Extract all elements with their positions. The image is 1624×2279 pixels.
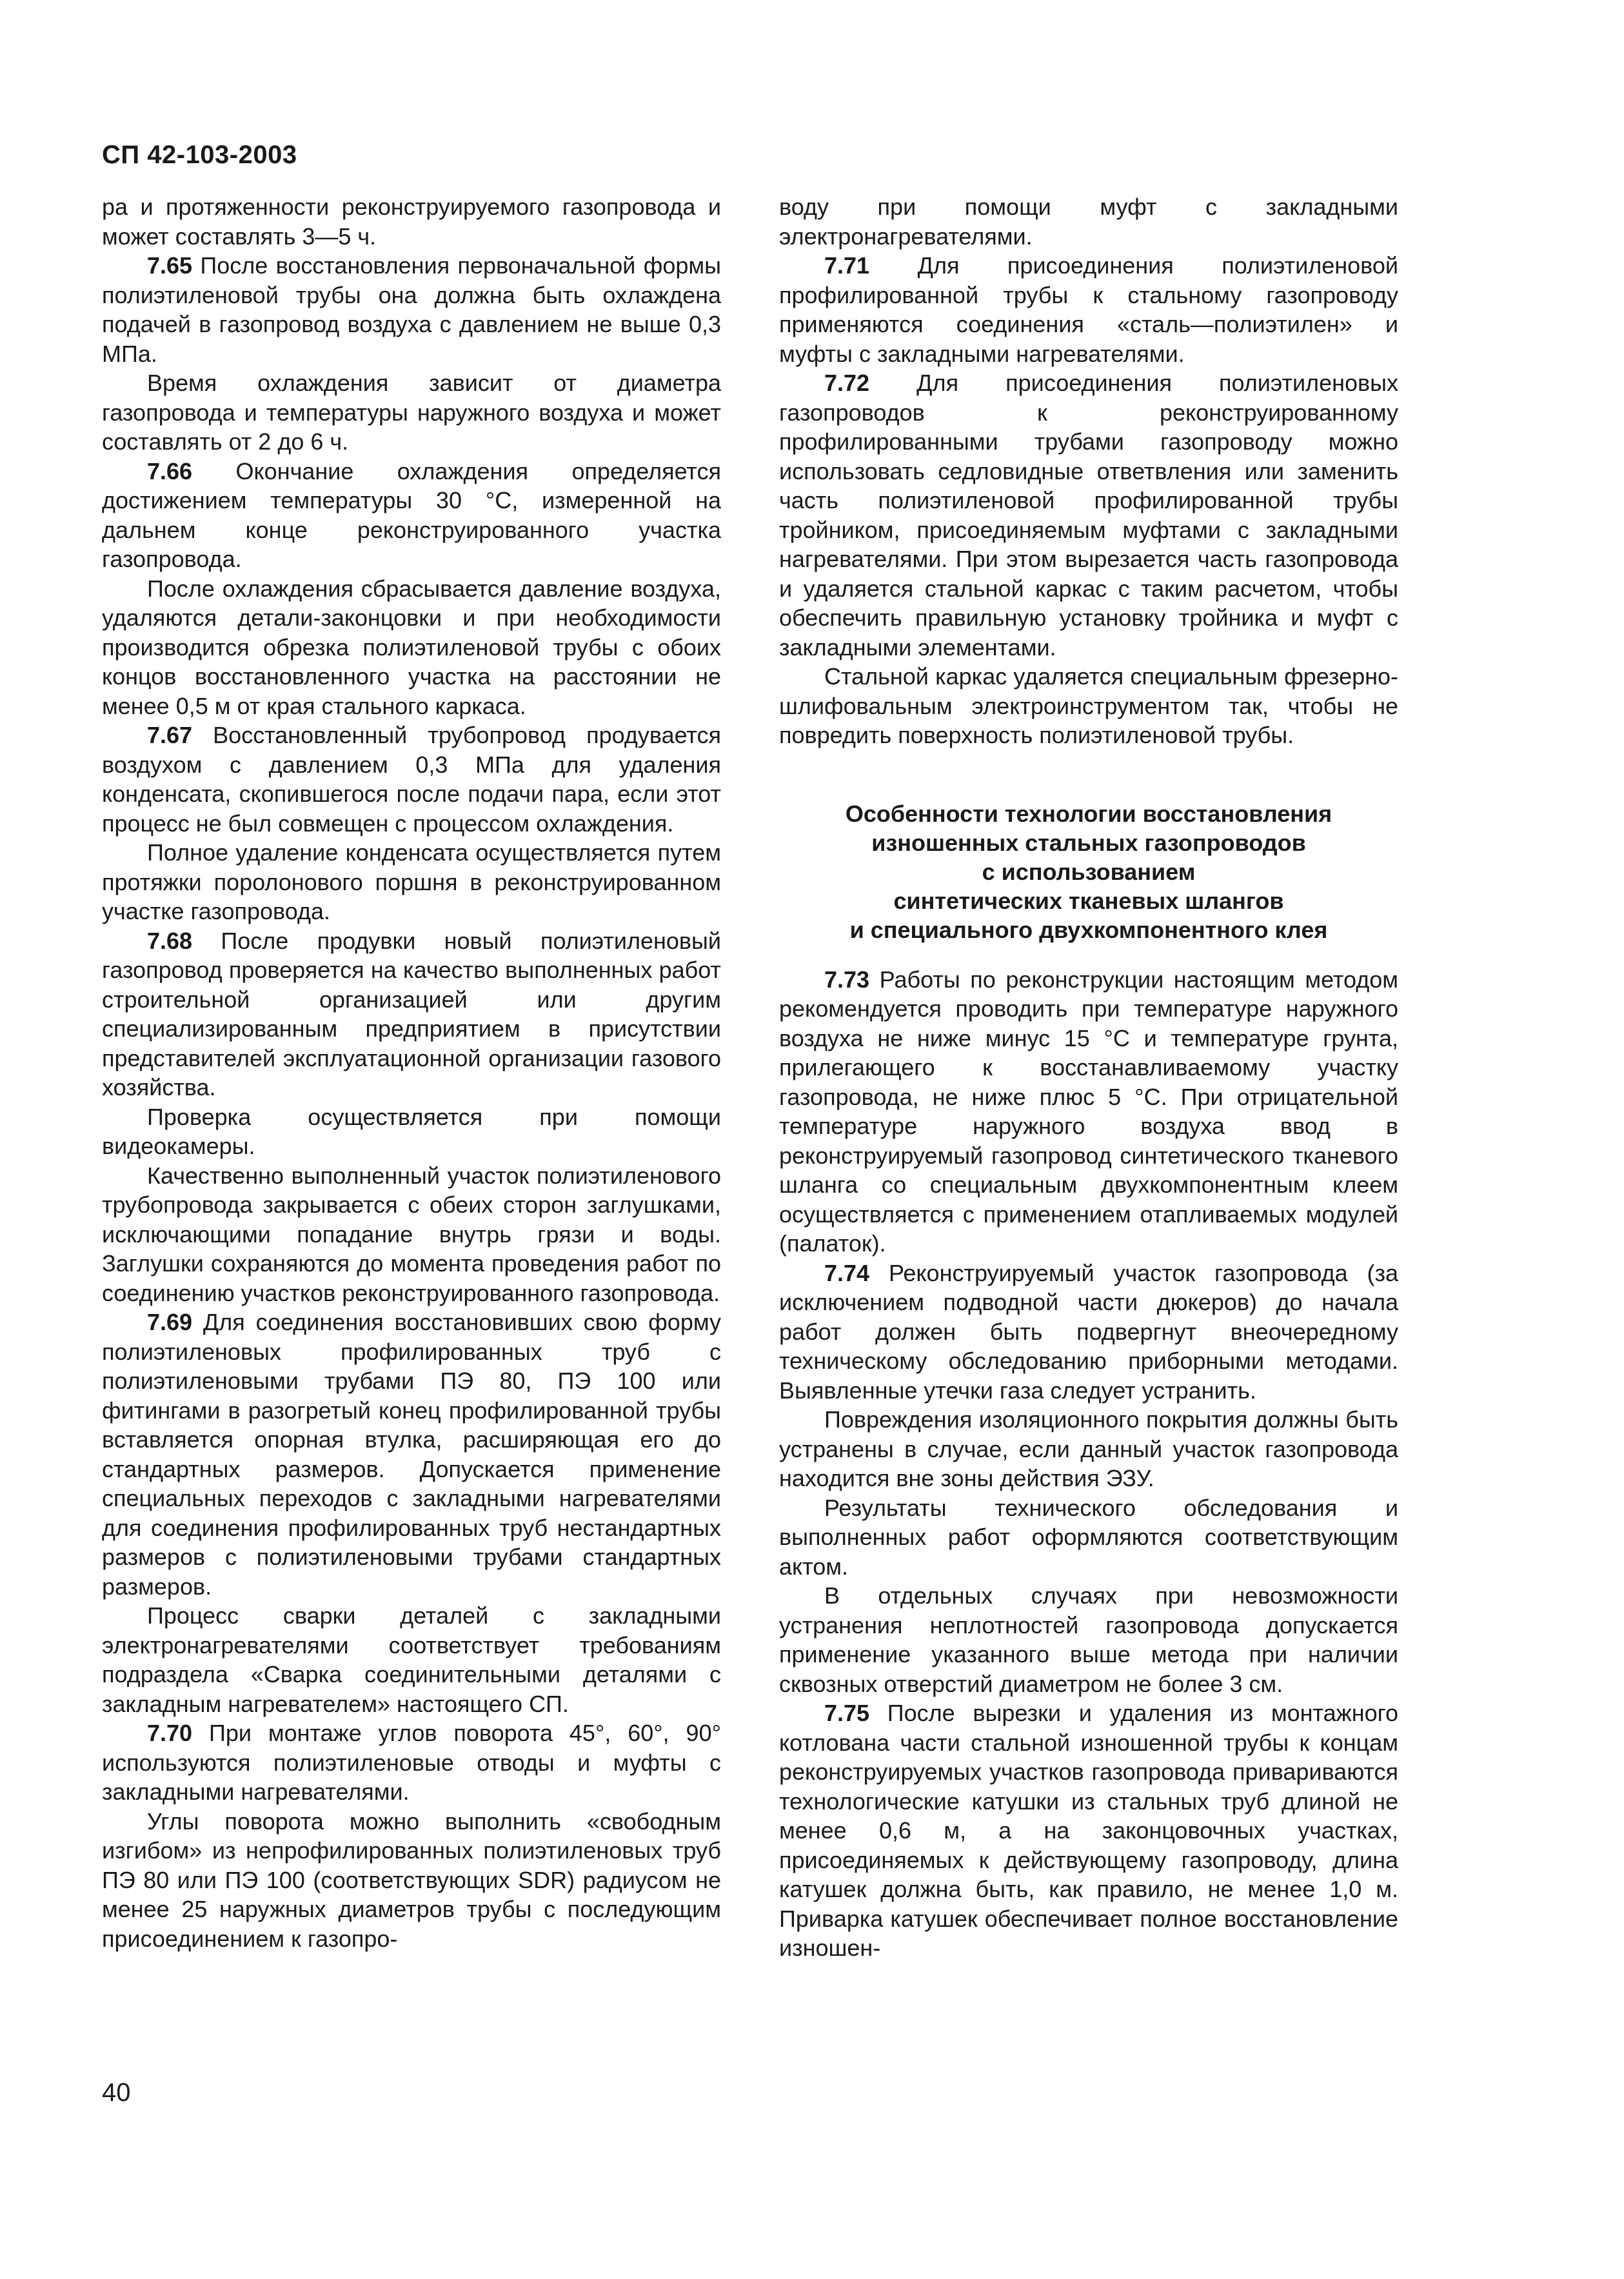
paragraph-text: Стальной каркас удаляется специальным фрезерно-шлифовальным электроинструментом так, чтобы не повредить поверхность полиэтиленовой трубы.: [779, 663, 1398, 748]
paragraph-text: Время охлаждения зависит от диаметра газопровода и температуры наружного воздуха и может составлять от 2 до 6 ч.: [102, 370, 721, 455]
paragraph: [779, 662, 1398, 750]
page-number: 40: [102, 2078, 131, 2107]
paragraph-text: Восстановленный трубопровод продувается воздухом с давлением 0,3 МПа для удаления конденсата, скопившегося после подачи пара, если этот процесс не был совмещен с процессом охлаждения.: [102, 722, 721, 837]
paragraph-text: Углы поворота можно выполнить «свободным изгибом» из непрофилированных полиэтиленовых труб ПЭ 80 или ПЭ 100 (соответствующих SDR) радиусом не менее 25 наружных диаметров трубы с последующим присоединением к газопро-: [102, 1807, 721, 1952]
paragraph: [102, 251, 721, 368]
paragraph: [779, 1405, 1398, 1493]
left-column: [102, 192, 721, 1953]
paragraph-text: После охлаждения сбрасывается давление воздуха, удаляются детали-законцовки и при необходимости производится обрезка полиэтиленовой трубы с обоих концов восстановленного участка на расстоянии не менее 0,5 м от края стального каркаса.: [102, 575, 721, 719]
clause-number: 7.74: [824, 1259, 870, 1286]
paragraph: [102, 838, 721, 926]
paragraph-text: ра и протяженности реконструируемого газопровода и может составлять 3—5 ч.: [102, 194, 721, 250]
paragraph: [102, 1308, 721, 1601]
paragraph-text: Полное удаление конденсата осуществляется путем протяжки поролонового поршня в реконструированном участке газопровода.: [102, 839, 721, 924]
paragraph-text: После восстановления первоначальной формы полиэтиленовой трубы она должна быть охлаждена подачей в газопровод воздуха с давлением не выше 0,3 МПа.: [102, 252, 721, 367]
paragraph: [779, 251, 1398, 368]
section-heading-line: и специального двухкомпонентного клея: [849, 916, 1328, 943]
paragraph-text: В отдельных случаях при невозможности устранения неплотностей газопровода допускается применение указанного выше метода при наличии сквозных отверстий диаметром не более 3 см.: [779, 1582, 1398, 1697]
paragraph: [779, 1581, 1398, 1698]
paragraph-text: После вырезки и удаления из монтажного котлована части стальной изношенной трубы к концам реконструируемых участков газопровода привариваются технологические катушки из стальных труб длиной не менее 0,6 м, а на законцовочных участках, присоединяемых к действующему газопроводу, длина катушек должна быть, как правило, не менее 1,0 м. Приварка катушек обеспечивает полное восстановление изношен-: [779, 1700, 1398, 1961]
section-heading: [779, 799, 1398, 944]
document-code-header: СП 42-103-2003: [102, 141, 297, 169]
paragraph: [779, 1698, 1398, 1963]
clause-number: 7.69: [147, 1309, 193, 1335]
paragraph: [102, 368, 721, 457]
clause-number: 7.75: [824, 1700, 870, 1726]
paragraph: [779, 1259, 1398, 1406]
paragraph: [779, 192, 1398, 251]
paragraph: [102, 721, 721, 838]
paragraph: [102, 1601, 721, 1718]
paragraph-text: Результаты технического обследования и выполненных работ оформляются соответствующим актом.: [779, 1494, 1398, 1580]
right-column-top: [779, 192, 1398, 750]
clause-number: 7.71: [824, 252, 870, 279]
paragraph: [779, 965, 1398, 1259]
paragraph-text: Окончание охлаждения определяется достижением температуры 30 °С, измеренной на дальнем конце реконструированного участка газопровода.: [102, 457, 721, 572]
right-column: [779, 192, 1398, 1963]
paragraph: [102, 1807, 721, 1954]
paragraph: [102, 1102, 721, 1161]
clause-number: 7.67: [147, 722, 193, 748]
paragraph: [102, 192, 721, 251]
right-column-bottom: [779, 965, 1398, 1963]
clause-number: 7.70: [147, 1720, 193, 1746]
clause-number: 7.72: [824, 370, 870, 396]
clause-number: 7.73: [824, 966, 870, 993]
paragraph-text: Проверка осуществляется при помощи видеокамеры.: [102, 1103, 721, 1159]
paragraph: [102, 926, 721, 1102]
paragraph-text: воду при помощи муфт с закладными электронагревателями.: [779, 194, 1398, 250]
paragraph: [779, 1493, 1398, 1582]
paragraph: [102, 1161, 721, 1308]
paragraph-text: Для присоединения полиэтиленовой профилированной трубы к стальному газопроводу применяются соединения «сталь—полиэтилен» и муфты с закладными нагревателями.: [779, 252, 1398, 367]
paragraph-text: Для присоединения полиэтиленовых газопроводов к реконструированному профилированными трубами газопроводу можно использовать седловидные ответвления или заменить часть полиэтиленовой профилированной трубы тройником, присоединяемым муфтами с закладными нагревателями. При этом вырезается часть газопровода и удаляется стальной каркас с таким расчетом, чтобы обеспечить правильную установку тройника и муфт с закладными элементами.: [779, 370, 1398, 661]
paragraph-text: Реконструируемый участок газопровода (за исключением подводной части дюкеров) до начала работ должен быть подвергнут внеочередному техническому обследованию приборными методами. Выявленные утечки газа следует устранить.: [779, 1259, 1398, 1404]
section-heading-line: изношенных стальных газопроводов: [871, 829, 1306, 856]
paragraph-text: Качественно выполненный участок полиэтиленового трубопровода закрывается с обеих сторон заглушками, исключающими попадание внутрь грязи и воды. Заглушки сохраняются до момента проведения работ по соединению участков реконструированного газопровода.: [102, 1162, 721, 1306]
paragraph-text: Для соединения восстановивших свою форму полиэтиленовых профилированных труб с полиэтиленовыми трубами ПЭ 80, ПЭ 100 или фитингами в разогретый конец профилированной трубы вставляется опорная втулка, расширяющая его до стандартных размеров. Допускается применение специальных переходов с закладными нагревателями для соединения профилированных труб нестандартных размеров с полиэтиленовыми трубами стандартных размеров.: [102, 1309, 721, 1600]
paragraph-text: После продувки новый полиэтиленовый газопровод проверяется на качество выполненных работ строительной организацией или другим специализированным предприятием в присутствии представителей эксплуатационной организации газового хозяйства.: [102, 927, 721, 1100]
paragraph-text: Работы по реконструкции настоящим методом рекомендуется проводить при температуре наружного воздуха не ниже минус 15 °С и температуре грунта, прилегающего к восстанавливаемому участку газопровода, не ниже плюс 5 °С. При отрицательной температуре наружного воздуха ввод в реконструируемый газопровод синтетического тканевого шланга со специальным двухкомпонентным клеем осуществляется с применением отапливаемых модулей (палаток).: [779, 966, 1398, 1257]
clause-number: 7.68: [147, 927, 193, 954]
paragraph: [102, 1718, 721, 1807]
clause-number: 7.65: [147, 252, 193, 279]
paragraph-text: Повреждения изоляционного покрытия должны быть устранены в случае, если данный участок газопровода находится вне зоны действия ЭЗУ.: [779, 1406, 1398, 1491]
paragraph-text: Процесс сварки деталей с закладными электронагревателями соответствует требованиям подраздела «Сварка соединительными деталями с закладным нагревателем» настоящего СП.: [102, 1602, 721, 1717]
section-heading-line: Особенности технологии восстановления: [845, 800, 1332, 827]
clause-number: 7.66: [147, 457, 193, 484]
paragraph-text: При монтаже углов поворота 45°, 60°, 90° используются полиэтиленовые отводы и муфты с закладными нагревателями.: [102, 1720, 721, 1805]
paragraph: [779, 368, 1398, 662]
section-heading-line: синтетических тканевых шлангов: [893, 887, 1284, 914]
paragraph: [102, 574, 721, 721]
section-heading-line: с использованием: [982, 858, 1196, 885]
paragraph: [102, 457, 721, 574]
